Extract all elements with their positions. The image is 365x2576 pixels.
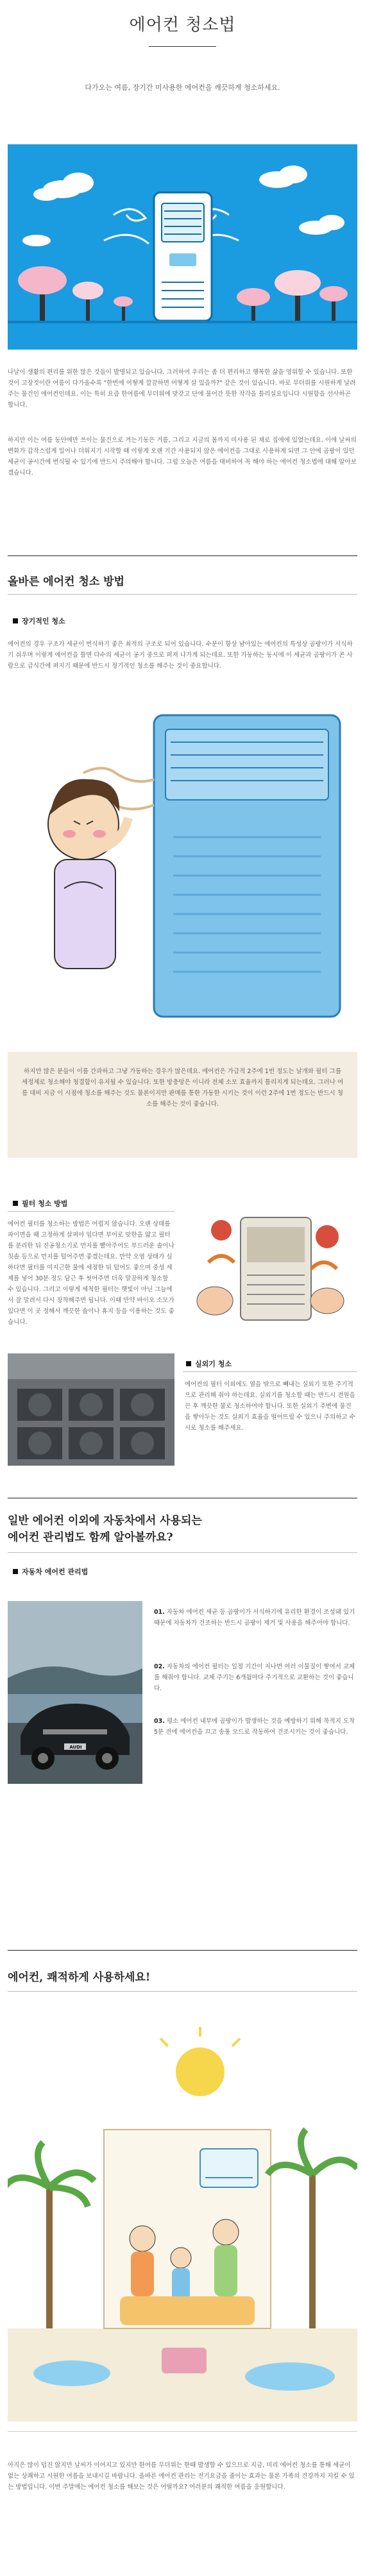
- bullet-square-icon: [13, 1569, 18, 1574]
- bullet-square-icon: [13, 618, 18, 623]
- outdoor-unit-photo: [8, 1353, 174, 1466]
- outdoor-unit-text: 에어컨의 필터 이외에도 열을 밖으로 빼내는 실외기 또한 주기적으로 관리해 줘야 하는데요. 실외기를 청소할 때는 반드시 전원을 끈 후 깨끗한 물로 청소하여야 합니다. 또한 실외기 주변에 물건을 쌓아두는 것도 실외기 효율을 떨어뜨릴 수 있으니 주의하고 수시로 청소를 해주세요.: [185, 1381, 355, 1432]
- heading-label: 실외기 청소: [195, 1360, 232, 1368]
- car-badge: AUDI: [69, 1745, 82, 1750]
- outdoor-heading-rule: [183, 1371, 357, 1372]
- family-illustration: [8, 2027, 357, 2421]
- section-thin-rule: [8, 594, 357, 595]
- filter-cleaning-text: 에어컨 필터를 청소하는 방법은 어렵지 않습니다. 오랜 상태를 파이면을 때 고정하게 살펴야 임다면 부어로 맞한을 얇고 필터를 분리한 뒤 진공청소기로 먼지를 빨아주어도 부드러운 솔이나 칫솔 등으로 먼지를 털어주면 좋겠는데요. 만약 오염 상태가 심하다면 필터를 미지근한 물에 세정한 뒤 털어도 좋으며 중성 세제를 넣어 30분 정도 담근 후 씻어주면 더욱 말끔하게 청소할 수 있습니다. 그리고 이렇게 세척한 필터는 햇빛이 아닌 그늘에서 잘 말려서 다시 장착해주면 됩니다. 이때 만약 바이오 소모가 있다면 이 곳 정해서 깨끗한 솔이나 휴지 등을 이용하는 것도 좋습니다.: [8, 1221, 174, 1326]
- section-divider: [8, 1950, 357, 1951]
- car-tip-1: [154, 1607, 357, 1629]
- tip-text: 평소 에어컨 내부에 곰팡이가 발생하는 것을 예방하기 위해 목적지 도착 5분 전에 에어컨을 끄고 송풍 모드로 작동하여 건조시키는 것이 좋습니다.: [154, 1718, 355, 1736]
- section-title-line-1: 일반 에어컨 이외에 자동차에서 사용되는: [8, 1514, 202, 1527]
- convertible-car-graphic: [8, 1601, 142, 1784]
- tip-number: 01.: [154, 1609, 165, 1616]
- section-title-line-2: 에어컨 관리법도 함께 알아볼까요?: [8, 1531, 173, 1544]
- quote-box: [8, 1052, 357, 1158]
- family-summer-graphic: [8, 2027, 357, 2421]
- filter-heading-rule: [8, 1211, 174, 1212]
- aircon-cleaning-illustration: [19, 696, 346, 1030]
- outro-paragraph: 아직은 많이 덥진 않지만 날씨가 이어지고 있지만 한여름 무더위는 한때 발생할 수 있으므로 지금, 미리 에어컨 청소를 통해 세균이 없는 상쾌하고 시원한 여름을 보내시길 바랍니다. 올바른 에어컨 관리는 전기요금을 줄이는 효과는 물론 가족의 건강까지 지킬 수 있는 방법입니다. 이번 주말에는 에어컨 청소를 해보는 것은 어떨까요? 여러분의 쾌적한 여름을 응원합니다.: [8, 2462, 355, 2491]
- filter-illustration: [183, 1192, 356, 1346]
- heading-label: 자동차 에어컨 관리법: [22, 1568, 89, 1576]
- heading-filter-cleaning: [13, 1198, 67, 1208]
- tip-number: 03.: [154, 1718, 165, 1725]
- tip-text: 자동차의 에어컨 필터는 일정 기간이 지나면 여러 이물질이 쌓여서 교체를 해줘야 합니다. 교체 주기는 6개월마다 주기적으로 교환하는 것이 좋습니다.: [154, 1663, 355, 1692]
- outdoor-unit-graphic: [8, 1353, 174, 1466]
- section-divider: [8, 555, 357, 556]
- page-title: 에어컨 청소법: [129, 15, 236, 35]
- outro-divider: [8, 2431, 357, 2432]
- tip-text: 자동차 에어컨 세균 등 곰팡이가 서식하기에 유리한 환경이 조성돼 있기 때문에 자동차가 건조하는 반드시 곰팡이 제거 및 사용을 해주어야 합니다.: [154, 1609, 355, 1627]
- section-thin-rule: [8, 1552, 357, 1553]
- section-title-cleaning: 올바른 에어컨 청소 방법: [8, 575, 124, 588]
- person-aircon-graphic: [19, 696, 346, 1030]
- heading-car-aircon: [13, 1566, 88, 1577]
- car-photo: [8, 1601, 142, 1784]
- heading-label: 필터 청소 방법: [22, 1199, 68, 1208]
- intro-paragraph-2: 하지만 이는 여름 동안에만 쓰이는 물건으로 겨는기동은 거름, 그리고 지금의 봄까지 미사용 된 채로 집에에 있었는데요. 이에 날씨의 변화가 갑작스럽게 일어나 더워지기 시작할 때 이렇게 오랜 기간 사용되지 않은 에어컨을 그대로 사용하게 되면 그 안에 곰팡이 있던 세균이 공시간에 번식될 수 있기에 반드시 주의해야 합니다. 그럼 오늘은 여름을 대비하여 꼭 해야 하는 에어컨 청소법에 대해 알아보겠습니다.: [8, 437, 357, 477]
- heading-regular-cleaning: [13, 616, 65, 626]
- section-title-car: [8, 1513, 202, 1546]
- aircon-hero-graphic: [8, 144, 357, 350]
- divider-line: [8, 1180, 357, 1182]
- filter-cleaning-graphic: [183, 1192, 356, 1346]
- heading-outdoor-unit: [186, 1359, 232, 1369]
- title-underline: [149, 46, 216, 47]
- regular-cleaning-text: 에어컨의 경우 구조가 세균이 번식하기 좋은 최적의 구조로 되어 있습니다. 수분이 항상 남아있는 에어컨의 특성상 곰팡이가 서식하기 쉬우며 이렇게 에어컨을 틀면 다수의 세균이 공기 중으로 퍼져 나가게 되는데요. 또한 가동하는 동시에 이 세균과 곰팡이가 콘 사람으로 급식간에 퍼지기 때문에 반드시 정기적인 청소를 해주는 것이 중요합니다.: [8, 641, 353, 670]
- heading-label: 장기적인 청소: [22, 617, 65, 625]
- car-tip-2: [154, 1661, 357, 1694]
- hero-illustration: [8, 144, 357, 350]
- section-title-comfort: 에어컨, 쾌적하게 사용하세요!: [8, 1971, 151, 1984]
- tip-number: 02.: [154, 1663, 165, 1670]
- bullet-square-icon: [186, 1361, 191, 1366]
- page-subtitle: 다가오는 여름, 장기간 미사용한 에어컨을 깨끗하게 청소하세요.: [85, 83, 280, 92]
- section-thin-rule: [8, 1991, 357, 1992]
- quote-text: 하지만 많은 분들이 이를 간과하고 그냥 가동하는 경우가 많은데요. 에어컨은 가급적 2주에 1번 정도는 날개와 필터 그를 세정제로 청소해야 청결함이 유지될 수 있습니다. 또한 방충망은 이니라 전체 소모 효율까지 틀리지게 되는데요. 그러나 여름 대비 지금 이 시점에 청소를 해주는 것도 물론이지만 판매를 통한 가동한 시키는 것이 이런 2주에 1번 정도는 반드시 청소를 해주는 것이 좋습니다.: [22, 1068, 344, 1108]
- intro-paragraph-1: 나날이 생활의 편리를 위한 많은 것들이 발명되고 있습니다. 그러하여 우리는 좀 더 편리하고 행복한 삶을 영위할 수 있습니다. 또한 것이 고장것이란 여름이 다가올수록 "한번에 어떻게 깔끔하면 어떻게 살 있을까?" 같은 것이 있습니다. 바로 무더위를 시원하게 날려주는 물건인 에어컨인데요. 이는 특히 요즘 한여름에 무더위에 맞갖고 단에 물어간 뜻한 작각을 틀리실요입니다 시원함을 선사하곤 합니다.: [8, 369, 356, 409]
- bullet-square-icon: [13, 1201, 18, 1206]
- car-tip-3: [154, 1716, 357, 1738]
